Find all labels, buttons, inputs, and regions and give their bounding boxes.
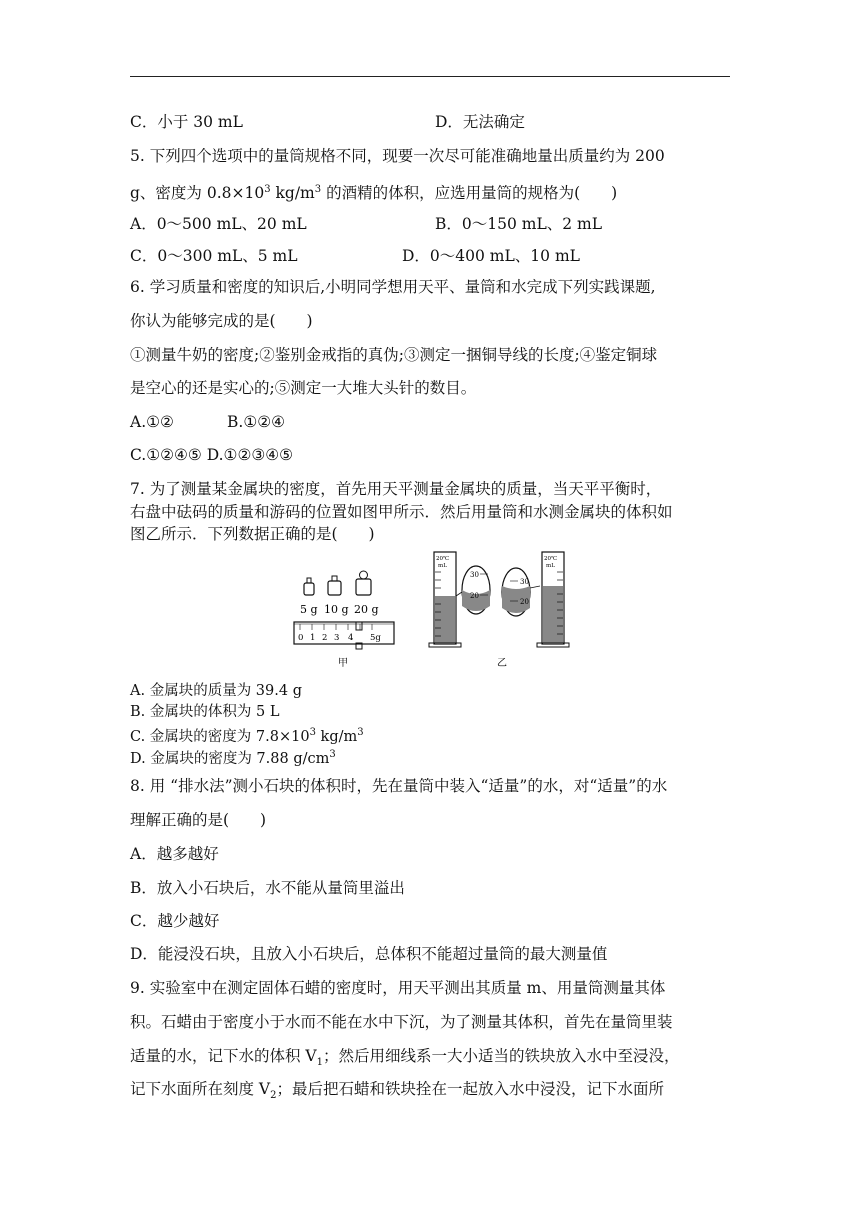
option-a-q5: A．0～500 mL、20 mL [130,215,307,233]
zoom-right-30: 30 [520,578,529,586]
question-6-line1: 6. 学习质量和密度的知识后,小明同学想用天平、量筒和水完成下列实践课题, [130,278,656,296]
weight-label-20g: 20 g [354,603,379,616]
ruler-tick-4: 4 [348,633,354,643]
weight-label-10g: 10 g [324,603,349,616]
option-b-q8: B．放入小石块后，水不能从量筒里溢出 [130,879,405,897]
cyl-left-unit: mL [438,563,447,569]
option-d-q8: D．能浸没石块，且放入小石块后，总体积不能超过量筒的最大测量值 [130,945,608,963]
question-8-line2: 理解正确的是( ) [130,811,267,829]
option-a-q8: A．越多越好 [130,845,219,863]
question-7-line1: 7. 为了测量某金属块的密度，首先用天平测量金属块的质量，当天平平衡时， [130,480,662,498]
zoom-left-icon [456,566,490,614]
figure-balance-and-cylinders [290,546,600,672]
cylinder-left-icon [429,552,461,647]
option-a-q7: A. 金属块的质量为 39.4 g [130,683,302,699]
weight-10g-icon [328,576,341,595]
option-c-q4: C．小于 30 mL [130,113,243,131]
zoom-right-icon [502,568,540,616]
weight-20g-icon [356,571,371,595]
ruler-tick-3: 3 [334,633,340,643]
ruler-tick-2: 2 [322,633,328,643]
ruler-tick-0: 0 [298,633,304,643]
cyl-right-unit: mL [546,563,555,569]
question-9-line4: 记下水面所在刻度 $V_2$；最后把石蜡和铁块拴在一起放入水中浸没，记下水面所 [130,1080,665,1102]
cyl-right-temp: 20℃ [544,556,558,562]
question-8-line1: 8. 用 “排水法”测小石块的体积时，先在量筒中装入“适量”的水，对“适量”的水 [130,777,668,795]
question-6-line2: 你认为能够完成的是( ) [130,312,313,330]
zoom-left-30: 30 [470,571,479,579]
cyl-left-temp: 20℃ [436,556,450,562]
ruler-tick-5g: 5g [370,633,381,643]
header-rule [130,76,730,77]
option-d-q5: D．0～400 mL、10 mL [402,247,580,265]
cylinder-right-icon [537,552,569,647]
ruler-tick-1: 1 [310,633,316,643]
weight-label-5g: 5 g [300,603,318,616]
option-b-q6: B.①②④ [227,413,286,431]
option-c-q7: C. 金属块的密度为 $7.8\times 10^3$ $kg/m^3$ [130,727,364,745]
question-9-line3: 适量的水，记下水的体积 $V_1$；然后用细线系一大小适当的铁块放入水中至浸没， [130,1047,680,1069]
question-9-line1: 9. 实验室中在测定固体石蜡的密度时，用天平测出其质量 m、用量筒测量其体 [130,979,666,997]
question-6-line4: 是空心的还是实心的;⑤测定一大堆大头针的数目。 [130,379,477,397]
option-b-q5: B．0～150 mL、2 mL [435,215,603,233]
zoom-left-20: 20 [470,592,479,600]
rider-scale [294,622,394,649]
option-d-q7: D. 金属块的密度为 7.88 $g/cm^3$ [130,749,336,767]
question-7-line2: 右盘中砝码的质量和游码的位置如图甲所示．然后用量筒和水测金属块的体积如 [130,503,673,521]
question-7-line3: 图乙所示．下列数据正确的是( ) [130,525,375,543]
option-a-q6: A.①② [130,413,174,431]
question-5-line1: 5. 下列四个选项中的量筒规格不同，现要一次尽可能准确地量出质量约为 200 [130,147,665,165]
caption-jia: 甲 [338,658,348,669]
question-5-line2: g、密度为 $0.8\times 10^3$ $kg/m^3$ 的酒精的体积，应选用量筒的规格为( ) [130,184,618,203]
option-d-q4: D．无法确定 [435,113,525,131]
options-cd-q6: C.①②④⑤ D.①②③④⑤ [130,446,294,464]
weight-5g-icon [304,578,314,595]
question-6-line3: ①测量牛奶的密度;②鉴别金戒指的真伪;③测定一捆铜导线的长度;④鉴定铜球 [130,346,658,364]
option-b-q7: B. 金属块的体积为 5 L [130,704,280,720]
zoom-right-20: 20 [520,598,529,606]
caption-yi: 乙 [497,658,507,669]
option-c-q5: C．0～300 mL、5 mL [130,247,298,265]
question-9-line2: 积。石蜡由于密度小于水而不能在水中下沉，为了测量其体积，首先在量筒里装 [130,1013,673,1031]
option-c-q8: C．越少越好 [130,912,220,930]
